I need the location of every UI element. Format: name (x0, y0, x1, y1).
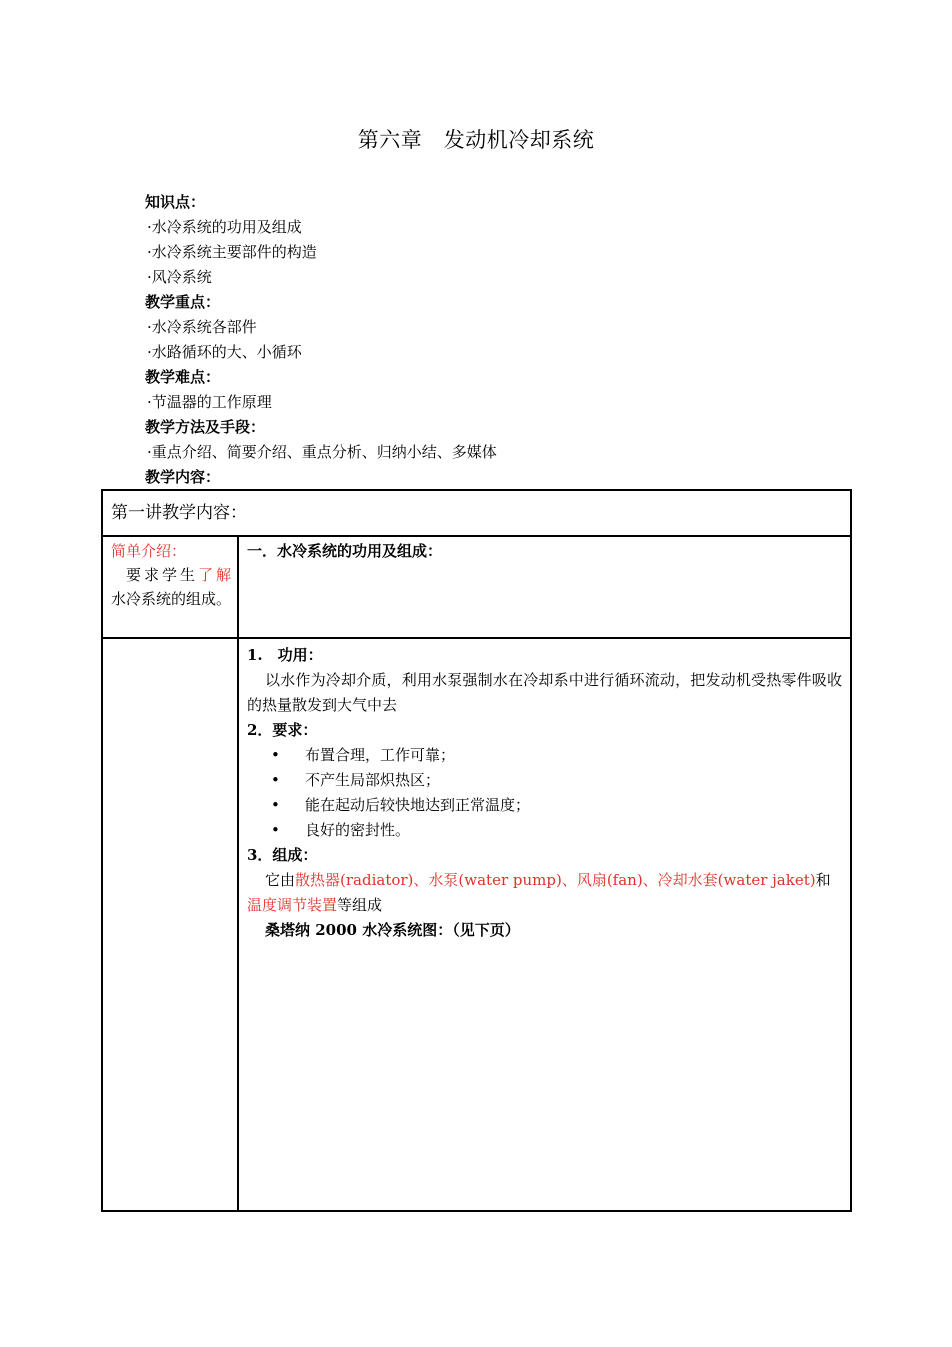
content-heading: 教学内容： (145, 468, 221, 486)
list-item: ·节温器的工作原理 (147, 393, 272, 411)
function-title: 1. 功用： (247, 646, 323, 664)
requirements-title: 2．要求： (247, 721, 318, 739)
intro-section (145, 190, 497, 490)
composition-title: 3．组成： (247, 846, 318, 864)
knowledge-heading: 知识点： (145, 193, 206, 211)
difficulties-heading: 教学难点： (145, 368, 221, 386)
function-cell (238, 638, 851, 1211)
intro-text: 要求学生了解水冷系统的组成。 (111, 566, 232, 608)
list-item: • 布置合理，工作可靠； (271, 746, 456, 764)
page-title: 第六章 发动机冷却系统 (357, 128, 595, 152)
table-header: 第一讲教学内容： (102, 490, 851, 536)
intro-label: 简单介绍： (111, 542, 187, 560)
list-item: • 不产生局部炽热区； (271, 771, 441, 789)
intro-cell (102, 536, 238, 638)
list-item: • 能在起动后较快地达到正常温度； (271, 796, 531, 814)
list-item: ·重点介绍、简要介绍、重点分析、归纳小结、多媒体 (147, 443, 497, 461)
list-item: ·风冷系统 (147, 268, 212, 286)
section-title: 一．水冷系统的功用及组成： (238, 536, 851, 638)
list-item: ·水冷系统主要部件的构造 (147, 243, 317, 261)
list-item: • 良好的密封性。 (271, 821, 411, 839)
methods-heading: 教学方法及手段： (145, 418, 266, 436)
function-text: 以水作为冷却介质，利用水泵强制水在冷却系中进行循环流动，把发动机受热零件吸收的热量散发到大气中去 (247, 671, 842, 714)
content-table (101, 489, 852, 1212)
figure-note: 桑塔纳 2000 水冷系统图：（见下页） (265, 921, 520, 939)
composition-text: 它由散热器(radiator)、水泵(water pump)、风扇(fan)、冷却水套(water jaket)和温度调节装置等组成 (247, 871, 831, 914)
list-item: ·水路循环的大、小循环 (147, 343, 302, 361)
list-item: ·水冷系统各部件 (147, 318, 257, 336)
list-item: ·水冷系统的功用及组成 (147, 218, 302, 236)
empty-cell (102, 638, 238, 1211)
key-points-heading: 教学重点： (145, 293, 221, 311)
